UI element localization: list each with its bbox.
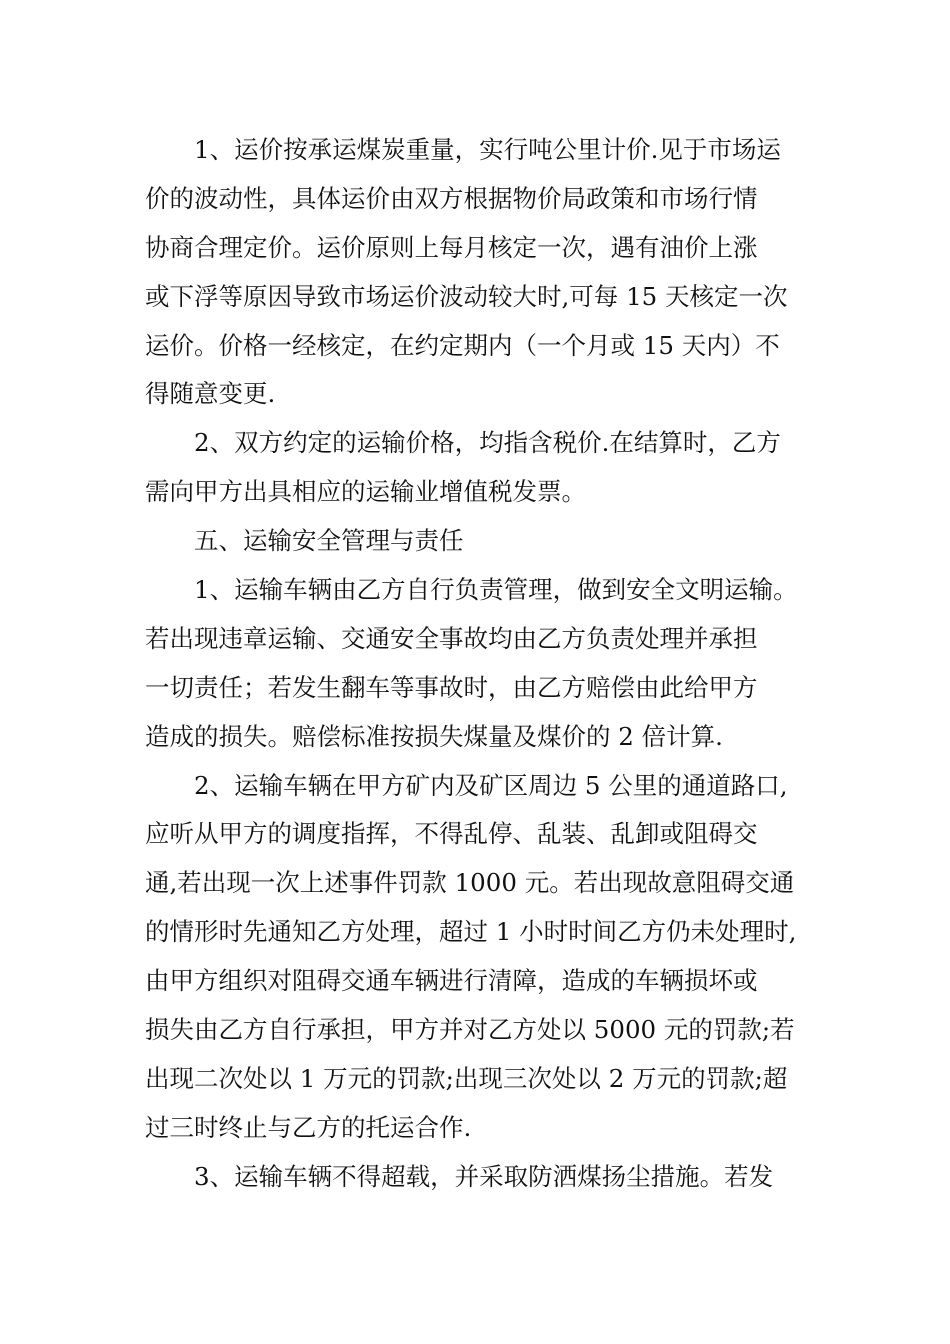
paragraph-3-line-2: 若出现违章运输、交通安全事故均由乙方负责处理并承担 [145, 623, 758, 653]
paragraph-4-line-4: 的情形时先通知乙方处理，超过 1 小时时间乙方仍未处理时, [145, 917, 797, 947]
paragraph-1-line-4: 或下浮等原因导致市场运价波动较大时,可每 15 天核定一次 [145, 281, 788, 311]
paragraph-4-line-7: 出现二次处以 1 万元的罚款;出现三次处以 2 万元的罚款;超 [145, 1063, 788, 1093]
section-heading: 五、运输安全管理与责任 [194, 526, 464, 556]
paragraph-4-line-6: 损失由乙方自行承担，甲方并对乙方处以 5000 元的罚款;若 [145, 1015, 795, 1045]
document-body [145, 126, 815, 1202]
paragraph-1-line-1: 1、运价按承运煤炭重量，实行吨公里计价.见于市场运 [194, 135, 781, 164]
paragraph-4-line-5: 由甲方组织对阻碍交通车辆进行清障，造成的车辆损坏或 [145, 966, 758, 996]
paragraph-1-line-2: 价的波动性，具体运价由双方根据物价局政策和市场行情 [145, 183, 758, 213]
paragraph-4-line-8: 过三时终止与乙方的托运合作. [145, 1112, 472, 1142]
paragraph-1-line-5: 运价。价格一经核定，在约定期内（一个月或 15 天内）不 [145, 330, 780, 360]
paragraph-4-line-3: 通,若出现一次上述事件罚款 1000 元。若出现故意阻碍交通 [145, 868, 795, 898]
paragraph-5-line-1: 3、运输车辆不得超载，并采取防洒煤扬尘措施。若发 [194, 1161, 774, 1191]
paragraph-3-line-3: 一切责任；若发生翻车等事故时，由乙方赔偿由此给甲方 [145, 672, 758, 702]
paragraph-4-line-2: 应听从甲方的调度指挥，不得乱停、乱装、乱卸或阻碍交 [145, 819, 758, 849]
paragraph-3-line-1: 1、运输车辆由乙方自行负责管理，做到安全文明运输。 [194, 575, 798, 605]
paragraph-1-line-6: 得随意变更. [145, 379, 276, 409]
paragraph-3-line-4: 造成的损失。赔偿标准按损失煤量及煤价的 2 倍计算. [145, 721, 723, 751]
paragraph-4-line-1: 2、运输车辆在甲方矿内及矿区周边 5 公里的通道路口, [194, 770, 788, 800]
paragraph-1-line-3: 协商合理定价。运价原则上每月核定一次，遇有油价上涨 [145, 232, 758, 262]
paragraph-2-line-1: 2、双方约定的运输价格，均指含税价.在结算时，乙方 [194, 428, 781, 458]
paragraph-2-line-2: 需向甲方出具相应的运输业增值税发票。 [145, 477, 586, 507]
